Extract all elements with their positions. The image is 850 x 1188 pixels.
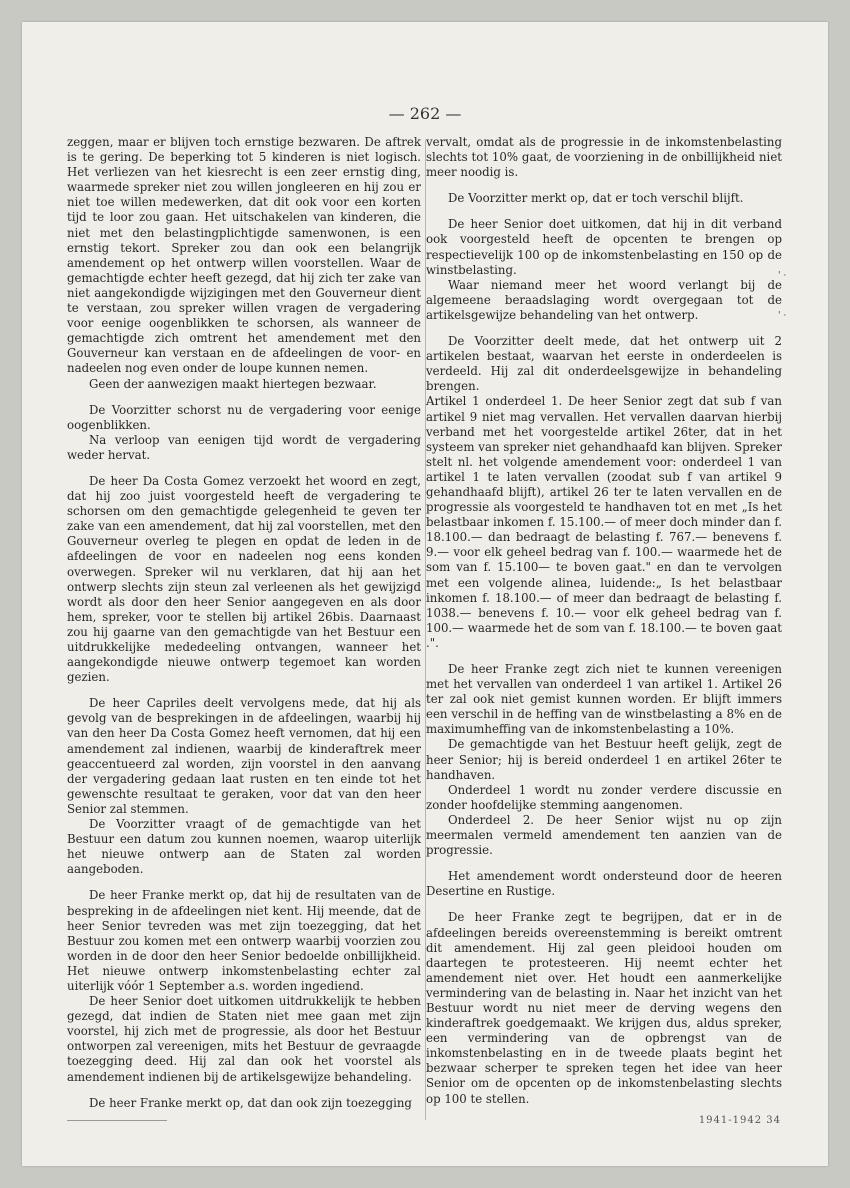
- paragraph: De Voorzitter schorst nu de vergadering voor eenige oogenblikken.: [67, 402, 421, 432]
- paragraph: De Voorzitter deelt mede, dat het ontwerp uit 2 artikelen bestaat, waarvan het eerste in onderdeelen is verdeeld. Hij zal dit onderdeelsgewijze in behandeling brengen.: [426, 334, 782, 394]
- paragraph: Het amendement wordt ondersteund door de heeren Desertine en Rustige.: [426, 869, 782, 899]
- footnote-rule: [67, 1120, 167, 1121]
- paragraph: De heer Da Costa Gomez verzoekt het woord en zegt, dat hij zoo juist voorgesteld heeft de vergadering te schorsen om den gemachtigde gelegenheid te geven ter zake van een amendement, dat hij zal voorstellen, met den Gouverneur overleg te plegen en opdat de leden in de afdeelingen de voor en nadeelen nog eens konden overwegen. Spreker wil nu verklaren, dat hij aan het ontwerp slechts zijn steun zal verleenen als het gewijzigd wordt als door den heer Senior aangegeven en als door hem, spreker, voor te stellen bij artikel 26bis. Daarnaast zou hij gaarne van den gemachtigde van het Bestuur een uitdrukkelijke mededeeling ontvangen, wanneer het aangekondigde nieuwe ontwerp tegemoet kan worden gezien.: [67, 473, 421, 685]
- paragraph: De Voorzitter vraagt of de gemachtigde van het Bestuur een datum zou kunnen noemen, waarop uiterlijk het nieuwe ontwerp aan de Staten zal worden aangeboden.: [67, 817, 421, 877]
- archive-reference: 1941-1942 34: [698, 1115, 781, 1126]
- paragraph: Onderdeel 1 wordt nu zonder verdere discussie en zonder hoofdelijke stemming aangenomen.: [426, 782, 782, 812]
- paragraph: De heer Senior doet uitkomen, dat hij in dit verband ook voorgesteld heeft de opcenten te brengen op respectievelijk 100 op de inkomstenbelasting en 150 op de winstbelasting.: [426, 217, 782, 277]
- page-number: — 262 —: [388, 104, 462, 123]
- paragraph: De heer Franke merkt op, dat dan ook zijn toezegging: [89, 1095, 412, 1110]
- margin-mark: ' ·: [778, 271, 787, 281]
- paragraph: De Voorzitter merkt op, dat er toch verschil blijft.: [448, 191, 744, 206]
- paragraph: Waar niemand meer het woord verlangt bij de algemeene beraadslaging wordt overgegaan tot de artikelsgewijze behandeling van het ontwerp.: [426, 277, 782, 322]
- document-page: [22, 22, 828, 1166]
- margin-mark: ' ·: [778, 311, 787, 321]
- paragraph: De heer Franke zegt te begrijpen, dat er in de afdeelingen bereids overeenstemming is bereikt omtrent dit amendement. Hij zal geen pleidooi houden om daartegen te protesteeren. Hij neemt echter het amendement niet over. Het houdt een aanmerkelijke vermindering van de belasting in. Naar het inzicht van het Bestuur wordt nu niet meer de derving wegens den kinderaftrek goedgemaakt. We krijgen dus, aldus spreker, een vermindering van de opbrengst van de inkomstenbelasting en in de tweede plaats begint het bezwaar scherper te spreken tegen het idee van heer Senior om de opcenten op de inkomstenbelasting slechts op 100 te stellen.: [426, 910, 782, 1106]
- paragraph: De heer Franke merkt op, dat hij de resultaten van de bespreking in de afdeelingen niet kent. Hij meende, dat de heer Senior tevreden was met zijn toezegging, dat het Bestuur zou komen met een ontwerp waarbij voorzien zou worden in de door den heer Senior bedoelde onbillijkheid. Het nieuwe ontwerp inkomstenbelasting echter zal uiterlijk vóór 1 September a.s. worden ingediend.: [67, 888, 421, 993]
- paragraph: zeggen, maar er blijven toch ernstige bezwaren. De aftrek is te gering. De beperking tot 5 kinderen is niet logisch. Het verliezen van het kiesrecht is een zeer ernstig ding, waarmede spreker niet zou willen jongleeren en hij zou er niet toe willen medewerken, dat dit ook voor een korten tijd te loor zou gaan. Het uitschakelen van kinderen, die niet met den belastingplichtigde samenwonen, is een ernstig tekort. Spreker zou dan ook een belangrijk amendement op het ontwerp willen voorstellen. Waar de gemachtigde echter heeft gezegd, dat hij zich ter zake van niet aangekondigde wijzigingen met den Gouverneur dient te verstaan, zou spreker willen vragen de vergadering voor eenige oogenblikken te schorsen, als wanneer de gemachtigde zich omtrent het amendement met den Gouverneur kan verstaan en de afdeelingen de voor- en nadeelen nog even onder de loupe kunnen nemen.: [67, 135, 421, 376]
- paragraph: vervalt, omdat als de progressie in de inkomstenbelasting slechts tot 10% gaat, de voorziening in de onbillijkheid niet meer noodig is.: [426, 135, 782, 180]
- paragraph: De gemachtigde van het Bestuur heeft gelijk, zegt de heer Senior; hij is bereid onderdeel 1 en artikel 26ter te handhaven.: [426, 737, 782, 782]
- margin-marks: [778, 256, 808, 336]
- paragraph: Onderdeel 2. De heer Senior wijst nu op zijn meermalen vermeld amendement ten aanzien van de progressie.: [426, 812, 782, 858]
- right-column: [426, 135, 782, 1107]
- paragraph: Geen der aanwezigen maakt hiertegen bezwaar.: [89, 376, 377, 391]
- paragraph: De heer Capriles deelt vervolgens mede, dat hij als gevolg van de besprekingen in de afdeelingen, waarbij hij van den heer Da Costa Gomez heeft vernomen, dat hij een amendement zal indienen, waarbij de kinderaftrek meer geaccentueerd zal worden, zijn voorstel in den aanvang der vergadering gedaan laat rusten en ten einde tot het gewenschte resultaat te geraken, voor dat van den heer Senior zal stemmen.: [67, 696, 421, 816]
- left-column: [67, 135, 421, 1111]
- paragraph: Artikel 1 onderdeel 1. De heer Senior zegt dat sub f van artikel 9 niet mag vervallen. Het vervallen daarvan hierbij verband met het voorgestelde artikel 26ter, dat in het systeem van spreker niet gehandhaafd kan blijven. Spreker stelt nl. het volgende amendement voor: onderdeel 1 van artikel 1 te laten vervallen (zoodat sub f van artikel 9 gehandhaafd blijft), artikel 26 ter te laten vervallen en de progressie als voorgesteld te handhaven tot en met „Is het belastbaar inkomen f. 15.100.— of meer doch minder dan f. 18.100.— dan bedraagt de belasting f. 767.— benevens f. 9.— voor elk geheel bedrag van f. 100.— waarmede het de som van f. 15.100— te boven gaat." en dan te vervolgen met een volgende alinea, luidende:„ Is het belastbaar inkomen f. 18.100.— of meer dan bedraagt de belasting f. 1038.— benevens f. 10.— voor elk geheel bedrag van f. 100.— waarmede het de som van f. 18.100.— te boven gaat .".: [426, 394, 782, 650]
- paragraph: Na verloop van eenigen tijd wordt de vergadering weder hervat.: [67, 432, 421, 462]
- paragraph: De heer Senior doet uitkomen uitdrukkelijk te hebben gezegd, dat indien de Staten niet mee gaan met zijn voorstel, hij zich met de progressie, als door het Bestuur ontworpen zal vereenigen, mits het Bestuur de gevraagde toezegging deed. Hij zal dan ook het voorstel als amendement indienen bij de artikelsgewijze behandeling.: [67, 994, 421, 1084]
- paragraph: De heer Franke zegt zich niet te kunnen vereenigen met het vervallen van onderdeel 1 van artikel 1. Artikel 26 ter zal ook niet gemist kunnen worden. Er blijft immers een verschil in de heffing van de winstbelasting a 8% en de maximumheffing van de inkomstenbelasting a 10%.: [426, 662, 782, 737]
